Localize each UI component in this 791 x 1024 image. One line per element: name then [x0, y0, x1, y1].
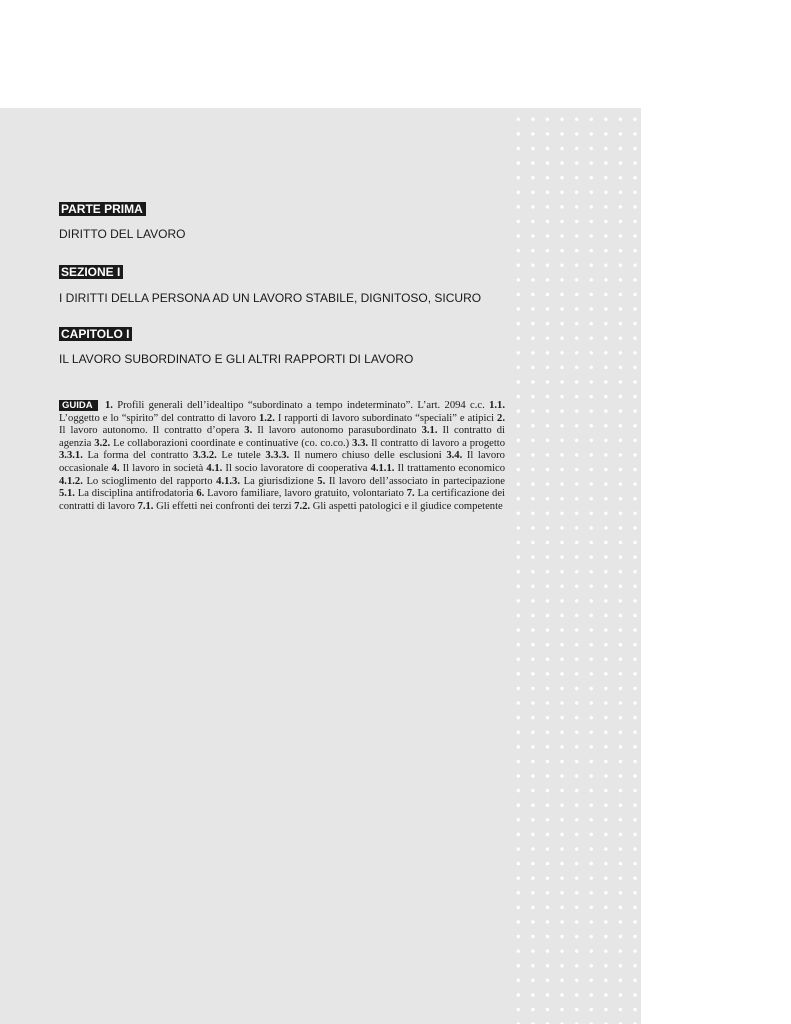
- guida-section-title: Il numero chiuso delle esclusioni: [289, 450, 447, 462]
- sezione-label: SEZIONE I: [59, 265, 123, 279]
- guida-section-number: 4.1.3.: [216, 475, 240, 487]
- guida-section-number: 7.: [406, 488, 415, 500]
- guida-section-title: Il contratto di agenzia: [59, 425, 505, 449]
- guida-section-title: La certificazione dei contratti di lavoro: [59, 488, 505, 512]
- guida-section-title: Profili generali dell’idealtipo “subordinato a tempo indeterminato”. L’art. 2094 c.c.: [112, 400, 490, 411]
- guida-section-number: 4.1.2.: [59, 475, 83, 487]
- guida-section-title: I rapporti di lavoro subordinato “speciali” e atipici: [274, 412, 498, 424]
- guida-section-number: 6.: [196, 488, 205, 500]
- guida-section-number: 4.1.: [206, 462, 223, 474]
- guida-section-title: Il lavoro autonomo. Il contratto d’opera: [59, 425, 245, 437]
- guida-section-number: 1.: [104, 400, 113, 411]
- guida-section-title: Il lavoro dell’associato in partecipazione: [325, 475, 505, 487]
- capitolo-label: CAPITOLO I: [59, 327, 132, 341]
- guida-section-title: La disciplina antifrodatoria: [74, 488, 197, 500]
- guida-section-title: Le collaborazioni coordinate e continuative (co. co.co.): [110, 437, 353, 449]
- guida-section-number: 1.2.: [258, 412, 275, 424]
- guida-section-title: Il trattamento economico: [394, 462, 506, 474]
- guida-section-number: 3.: [244, 425, 253, 437]
- guida-section-title: Le tutele: [216, 450, 266, 462]
- guida-section-title: Il lavoro occasionale: [59, 450, 505, 474]
- guida-section-number: 7.1.: [137, 500, 154, 512]
- guida-section-number: 3.3.3.: [265, 450, 290, 462]
- sezione-title: I DIRITTI DELLA PERSONA AD UN LAVORO STABILE, DIGNITOSO, SICURO: [59, 291, 482, 305]
- guida-section-number: 3.3.2.: [192, 450, 217, 462]
- guida-summary: [59, 400, 505, 513]
- guida-section-number: 3.3.: [352, 437, 369, 449]
- guida-section-number: 5.: [317, 475, 326, 487]
- guida-section-title: Lavoro familiare, lavoro gratuito, volontariato: [204, 488, 407, 500]
- guida-section-title: Il socio lavoratore di cooperativa: [222, 462, 371, 474]
- parte-label: PARTE PRIMA: [59, 202, 146, 216]
- guida-section-number: 7.2.: [294, 500, 311, 512]
- guida-section-number: 3.1.: [421, 425, 438, 437]
- guida-section-title: Gli aspetti patologici e il giudice competente: [310, 500, 503, 512]
- guida-section-title: Il lavoro in società: [119, 462, 207, 474]
- guida-section-number: 1.1.: [489, 400, 505, 411]
- guida-section-title: La giurisdizione: [240, 475, 318, 487]
- guida-label: GUIDA: [59, 400, 98, 411]
- guida-section-number: 3.4.: [446, 450, 463, 462]
- parte-title: DIRITTO DEL LAVORO: [59, 227, 186, 241]
- guida-section-number: 3.3.1.: [59, 450, 83, 462]
- guida-section-number: 2.: [497, 412, 505, 424]
- guida-section-title: L’oggetto e lo “spirito” del contratto di lavoro: [59, 412, 259, 424]
- capitolo-title: IL LAVORO SUBORDINATO E GLI ALTRI RAPPORTI DI LAVORO: [59, 352, 414, 366]
- guida-section-number: 5.1.: [59, 488, 75, 500]
- guida-section-title: Il lavoro autonomo parasubordinato: [252, 425, 422, 437]
- guida-section-title: La forma del contratto: [82, 450, 193, 462]
- guida-section-number: 4.: [111, 462, 120, 474]
- guida-section-number: 4.1.1.: [370, 462, 395, 474]
- guida-section-number: 3.2.: [94, 437, 111, 449]
- guida-section-title: Gli effetti nei confronti dei terzi: [153, 500, 295, 512]
- guida-section-title: Il contratto di lavoro a progetto: [368, 437, 506, 449]
- dot-pattern-decoration: [511, 108, 641, 1024]
- guida-section-title: Lo scioglimento del rapporto: [82, 475, 217, 487]
